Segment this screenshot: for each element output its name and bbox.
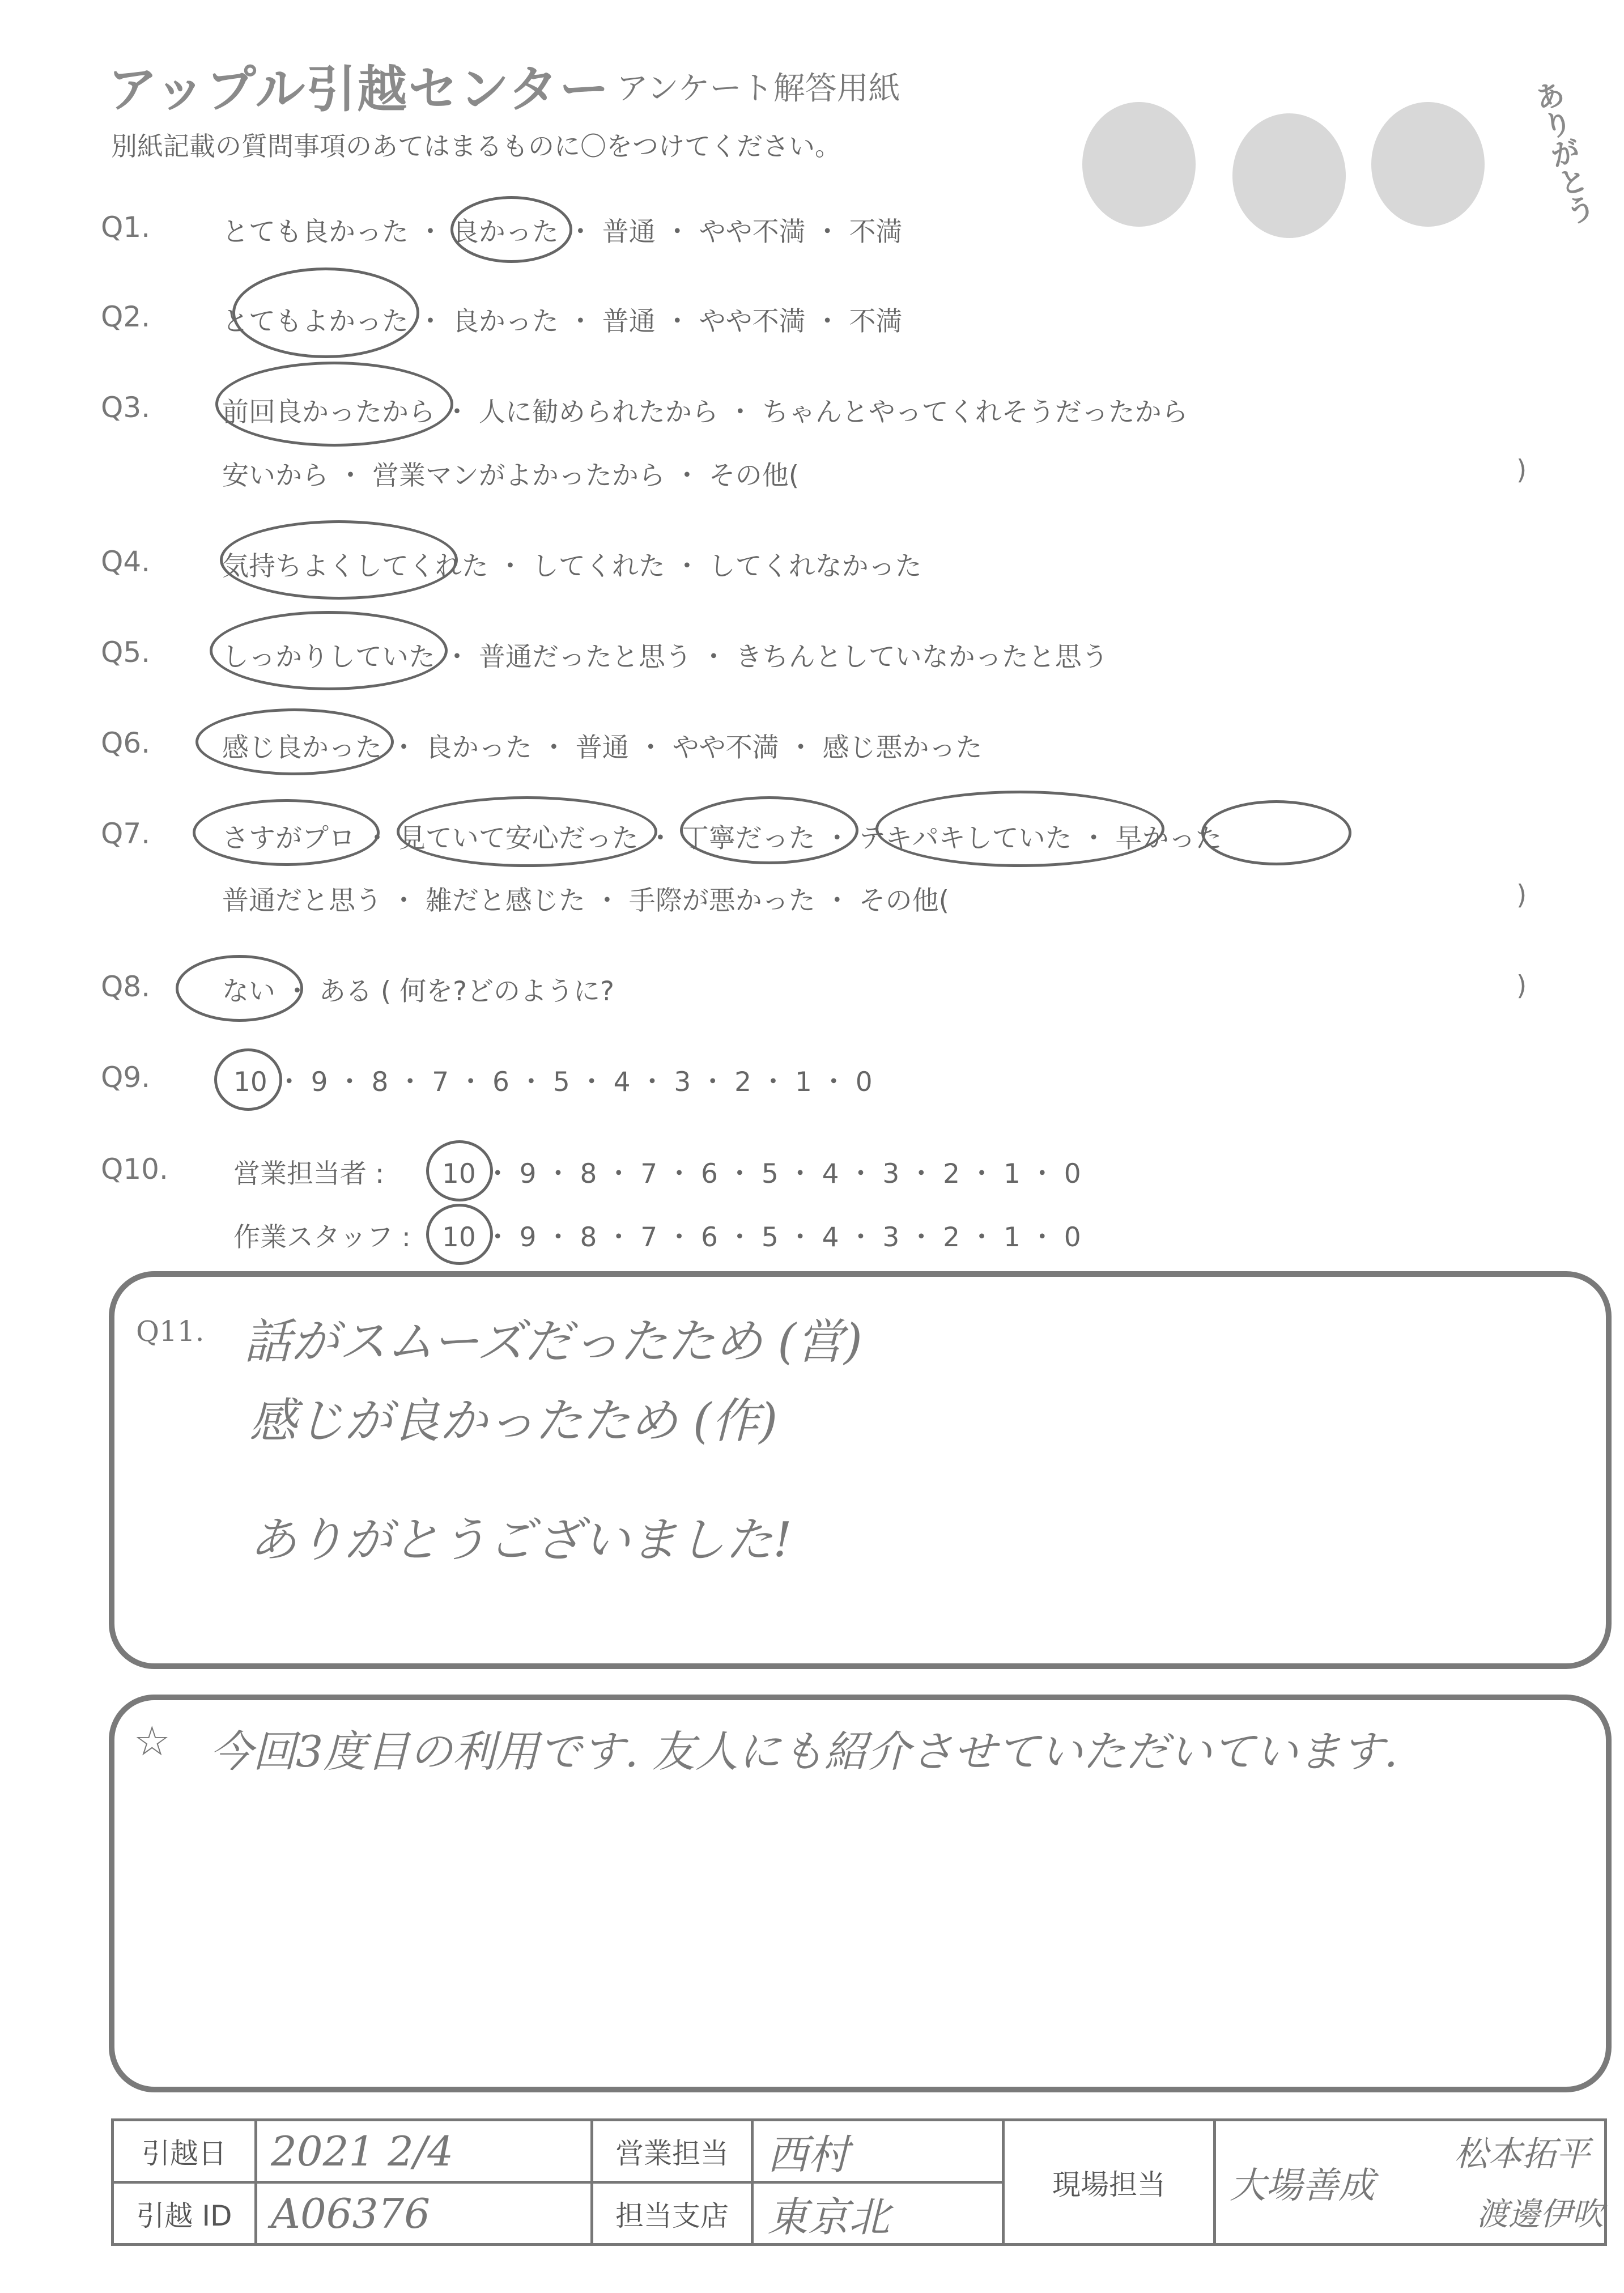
q8-label: Q8. <box>101 970 151 1003</box>
sales-rep-label: 営業担当 <box>592 2120 753 2182</box>
q11-label: Q11. <box>136 1315 205 1348</box>
q1-options: とても良かった ・ 良かった ・ 普通 ・ やや不満 ・ 不満 <box>222 216 903 248</box>
q10-staff-label: 作業スタッフ : <box>233 1222 411 1253</box>
answer-circle <box>426 1204 493 1265</box>
answer-circle <box>220 520 458 600</box>
star-icon: ☆ <box>134 1717 171 1765</box>
q6-options: 感じ良かった ・ 良かった ・ 普通 ・ やや不満 ・ 感じ悪かった <box>222 732 983 763</box>
q8-close-paren: ) <box>1516 970 1527 1001</box>
q3-label: Q3. <box>101 391 151 424</box>
q3-close-paren: ) <box>1516 455 1527 486</box>
q2-label: Q2. <box>101 300 151 333</box>
q7-label: Q7. <box>101 817 151 850</box>
q10-staff-options: 10 ・ 9 ・ 8 ・ 7 ・ 6 ・ 5 ・ 4 ・ 3 ・ 2 ・ 1 ・ 0 <box>442 1222 1081 1253</box>
q6-label: Q6. <box>101 727 151 759</box>
instruction-text: 別紙記載の質問事項のあてはまるものに〇をつけてください。 <box>111 131 841 162</box>
answer-circle <box>450 196 572 263</box>
site-staff-label: 現場担当 <box>1004 2120 1215 2245</box>
answer-circle <box>195 708 394 775</box>
move-date-value: 2021 2/4 <box>256 2120 592 2182</box>
move-date-label: 引越日 <box>113 2120 256 2182</box>
q11-handwritten-line-1: 話がスムーズだったため (営) <box>244 1314 862 1369</box>
form-title: アップル引越センター <box>108 60 610 118</box>
mascot-illustration <box>1077 62 1485 249</box>
answer-circle <box>214 1048 282 1111</box>
q1-label: Q1. <box>101 211 151 244</box>
sales-rep-value: 西村 <box>753 2120 1004 2182</box>
move-id-label: 引越 ID <box>113 2182 256 2245</box>
q2-options: とてもよかった ・ 良かった ・ 普通 ・ やや不満 ・ 不満 <box>222 306 903 337</box>
monkey-icon <box>1082 102 1196 227</box>
q7-options-row2: 普通だと思う ・ 雑だと感じた ・ 手際が悪かった ・ その他( <box>222 885 949 916</box>
q5-options: しっかりしていた ・ 普通だったと思う ・ きちんとしていなかったと思う <box>222 642 1108 673</box>
answer-circle <box>193 799 380 866</box>
answer-circle <box>215 362 453 447</box>
q5-label: Q5. <box>101 636 151 669</box>
q11-handwritten-line-3: ありがとうございました! <box>249 1512 792 1568</box>
monkey-icon <box>1371 102 1485 227</box>
free-comment-handwritten: 今回3度目の利用です. 友人にも紹介させていただいています. <box>210 1726 1398 1777</box>
answer-circle <box>426 1140 493 1201</box>
q7-close-paren: ) <box>1516 880 1527 911</box>
branch-label: 担当支店 <box>592 2182 753 2245</box>
answer-circle <box>680 796 858 864</box>
footer-info-table <box>111 2118 1607 2246</box>
q9-label: Q9. <box>101 1061 151 1094</box>
q10-label: Q10. <box>101 1153 168 1186</box>
site-staff-values: 大場善成 松本拓平 渡邊伊吹 <box>1215 2120 1606 2245</box>
q3-options-row2: 安いから ・ 営業マンがよかったから ・ その他( <box>222 460 800 491</box>
answer-circle <box>1201 800 1351 865</box>
answer-circle <box>210 611 448 690</box>
form-subtitle: アンケート解答用紙 <box>617 70 900 107</box>
monkey-icon <box>1232 113 1346 238</box>
thanks-text: ありがとう <box>1527 77 1598 229</box>
q7-options: さすがプロ ・ 見ていて安心だった ・ 丁寧だった ・ テキパキしていた ・ 早かった <box>222 823 1222 854</box>
move-id-value: A06376 <box>256 2182 592 2245</box>
answer-circle <box>397 796 657 867</box>
q11-handwritten-line-2: 感じが良かったため (作) <box>249 1393 778 1449</box>
answer-circle <box>176 955 303 1022</box>
q8-options: ない ・ ある ( 何を?どのように? <box>222 976 614 1007</box>
answer-circle <box>232 267 419 358</box>
answer-circle <box>875 791 1164 867</box>
q4-options: 気持ちよくしてくれた ・ してくれた ・ してくれなかった <box>222 551 922 582</box>
q10-sales-label: 営業担当者 : <box>233 1158 384 1190</box>
q9-options: 10 ・ 9 ・ 8 ・ 7 ・ 6 ・ 5 ・ 4 ・ 3 ・ 2 ・ 1 ・ 0 <box>233 1067 873 1098</box>
q3-options: 前回良かったから ・ 人に勧められたから ・ ちゃんとやってくれそうだったから <box>222 397 1188 428</box>
q4-label: Q4. <box>101 545 151 578</box>
branch-value: 東京北 <box>753 2182 1004 2245</box>
q10-sales-options: 10 ・ 9 ・ 8 ・ 7 ・ 6 ・ 5 ・ 4 ・ 3 ・ 2 ・ 1 ・ 0 <box>442 1158 1081 1190</box>
